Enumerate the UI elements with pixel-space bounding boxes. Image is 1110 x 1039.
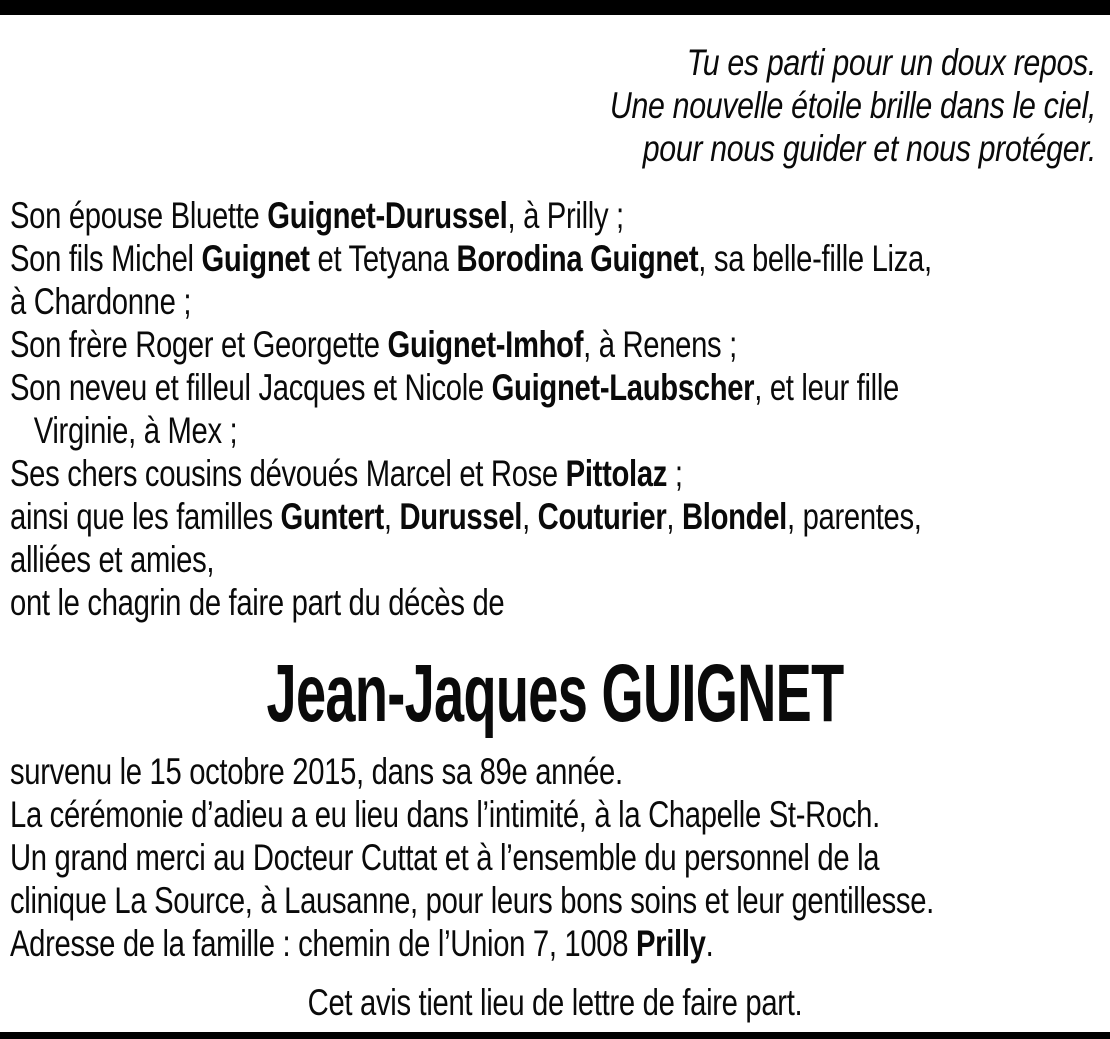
family-line <box>10 366 899 409</box>
bold-name-segment: Guignet-Durussel <box>267 195 508 236</box>
family-line <box>10 538 879 581</box>
epigraph-line: pour nous guider et nous protéger. <box>642 128 1096 169</box>
text-segment: , à Renens ; <box>583 324 737 365</box>
detail-line <box>10 879 934 922</box>
text-segment: , <box>522 496 538 537</box>
text-segment: Son épouse Bluette <box>10 195 268 236</box>
text-segment: clinique La Source, à Lausanne, pour leurs bons soins et leur gentillesse. <box>10 880 934 921</box>
text-segment: Virginie, à Mex ; <box>33 410 238 451</box>
family-line <box>10 194 879 237</box>
text-segment: Ses chers cousins dévoués Marcel et Rose <box>10 453 566 494</box>
epigraph-verse <box>0 41 1096 170</box>
ceremony-details-lines <box>10 750 1110 965</box>
text-segment: Adresse de la famille : chemin de l’Union 7, 1008 <box>10 923 637 964</box>
detail-line <box>10 836 879 879</box>
epigraph-line: Une nouvelle étoile brille dans le ciel, <box>609 85 1096 126</box>
detail-line <box>10 922 879 965</box>
bold-name-segment: Prilly <box>636 923 706 964</box>
epigraph-line: Tu es parti pour un doux repos. <box>686 42 1096 83</box>
top-border-bar <box>0 0 1110 15</box>
text-segment: Son neveu et filleul Jacques et Nicole <box>10 367 492 408</box>
bold-name-segment: Guignet-Laubscher <box>491 367 755 408</box>
text-segment: , <box>383 496 400 537</box>
deceased-name: Jean-Jaques GUIGNET <box>266 648 844 739</box>
family-line <box>10 495 922 538</box>
text-segment: ; <box>667 453 683 494</box>
text-segment: La cérémonie d’adieu a eu lieu dans l’intimité, à la Chapelle St-Roch. <box>10 794 880 835</box>
text-segment: , et leur fille <box>754 367 899 408</box>
family-line <box>10 237 932 280</box>
bold-name-segment: Guignet-Imhof <box>387 324 584 365</box>
bold-name-segment: Durussel <box>399 496 523 537</box>
text-segment: ont le chagrin de faire part du décès de <box>10 582 505 623</box>
text-segment: Son fils Michel <box>10 238 202 279</box>
text-segment: et Tetyana <box>309 238 457 279</box>
bold-name-segment: Blondel <box>681 496 787 537</box>
text-segment: alliées et amies, <box>10 539 215 580</box>
text-segment: , parentes, <box>786 496 922 537</box>
family-line <box>10 323 879 366</box>
family-announcement-lines <box>10 194 1110 624</box>
text-segment: Un grand merci au Docteur Cuttat et à l’ensemble du personnel de la <box>10 837 880 878</box>
bold-name-segment: Guignet <box>201 238 310 279</box>
text-segment: , à Prilly ; <box>507 195 624 236</box>
notice-content <box>0 15 1110 1024</box>
detail-line <box>10 750 879 793</box>
family-line <box>10 581 879 624</box>
bold-name-segment: Couturier <box>537 496 667 537</box>
text-segment: . <box>705 923 714 964</box>
text-segment: survenu le 15 octobre 2015, dans sa 89e année. <box>10 751 623 792</box>
bold-name-segment: Guntert <box>280 496 384 537</box>
text-segment: , <box>666 496 682 537</box>
closing-line: Cet avis tient lieu de lettre de faire part. <box>307 982 803 1023</box>
text-segment: , sa belle-fille Liza, <box>698 238 932 279</box>
family-line <box>10 409 879 452</box>
detail-line <box>10 793 879 836</box>
bold-name-segment: Pittolaz <box>565 453 668 494</box>
bottom-border-bar <box>0 1032 1110 1039</box>
text-segment: à Chardonne ; <box>10 281 192 322</box>
family-line <box>10 280 879 323</box>
text-segment: ainsi que les familles <box>10 496 281 537</box>
text-segment: Son frère Roger et Georgette <box>10 324 388 365</box>
family-line <box>10 452 879 495</box>
bold-name-segment: Borodina Guignet <box>456 238 699 279</box>
